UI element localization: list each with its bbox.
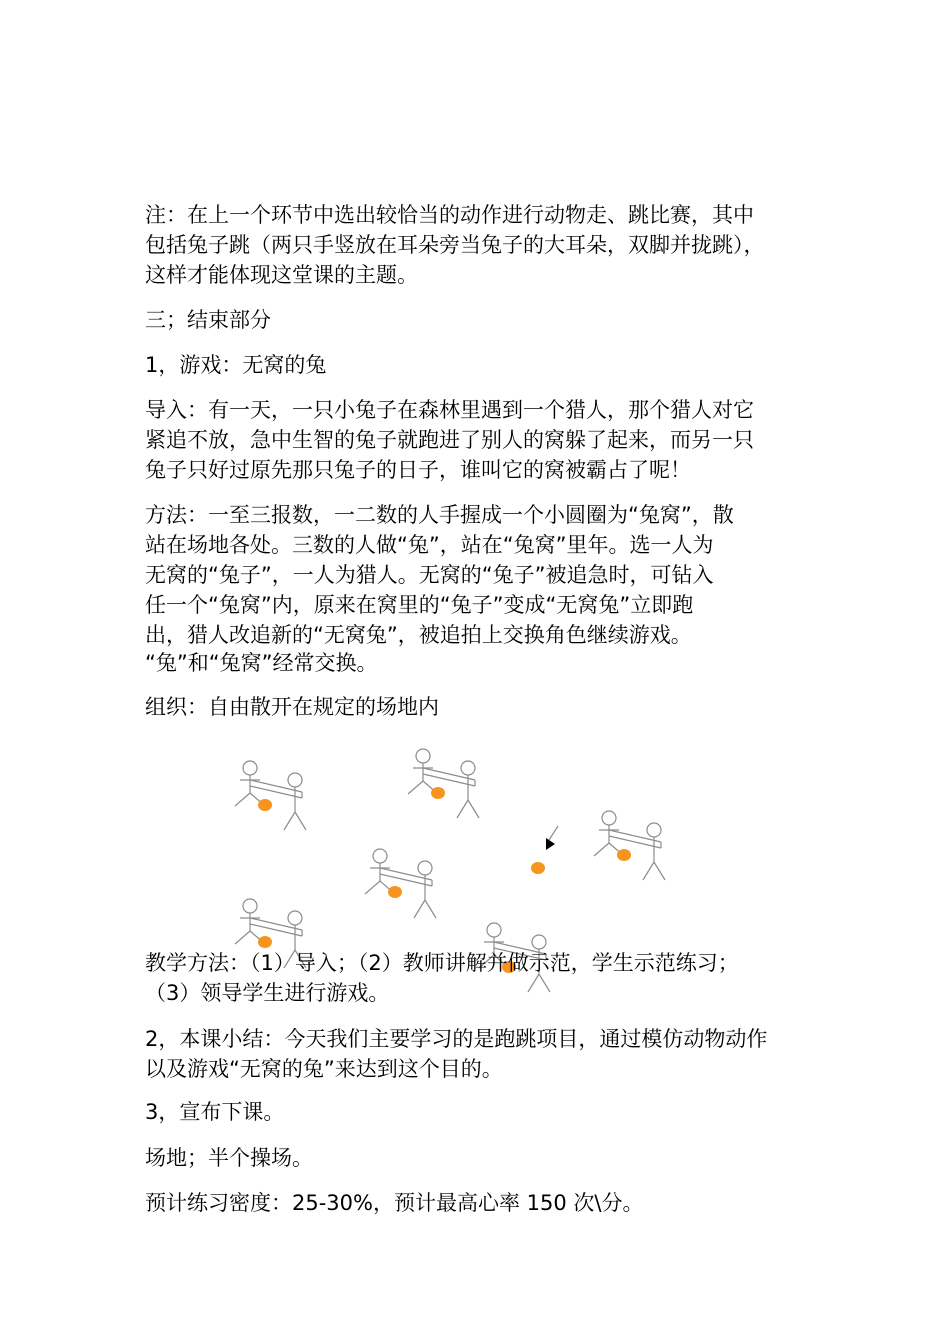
teaching-method-line-1: 教学方法：（1）导入；（2）教师讲解并做示范，学生示范练习； (145, 951, 739, 975)
rabbit-marker (388, 886, 402, 898)
venue-line: 场地；半个操场。 (145, 1146, 313, 1170)
rabbit-nest-group-2 (408, 749, 479, 818)
note-line-2: 包括兔子跳（两只手竖放在耳朵旁当兔子的大耳朵，双脚并拢跳）， (145, 233, 765, 257)
chase-arrow-shaft (549, 826, 558, 840)
section-heading-end: 三；结束部分 (145, 308, 271, 332)
summary-line-1: 2，本课小结：今天我们主要学习的是跑跳项目，通过模仿动物动作 (145, 1027, 768, 1051)
game-title: 1，游戏：无窝的兔 (145, 353, 327, 377)
organization-line: 组织：自由散开在规定的场地内 (145, 695, 439, 719)
intro-line-3: 兔子只好过原先那只兔子的日子，谁叫它的窝被霸占了呢！ (145, 458, 691, 482)
method-line-4: 任一个“兔窝”内，原来在窝里的“兔子”变成“无窝兔”立即跑 (145, 593, 694, 617)
dismiss-line: 3，宣布下课。 (145, 1100, 285, 1124)
chase-arrow-head (546, 838, 555, 850)
teaching-method-line-2: （3）领导学生进行游戏。 (145, 981, 390, 1005)
rabbit-marker (258, 936, 272, 948)
method-line-1: 方法：一至三报数，一二数的人手握成一个小圆圈为“兔窝”，散 (145, 503, 734, 527)
note-line-1: 注：在上一个环节中选出较恰当的动作进行动物走、跳比赛，其中 (145, 203, 754, 227)
method-line-6: “兔”和“兔窝”经常交换。 (145, 651, 378, 675)
rabbit-nest-group-1 (235, 761, 306, 830)
summary-line-2: 以及游戏“无窝的兔”来达到这个目的。 (145, 1057, 503, 1081)
method-line-5: 出，猎人改追新的“无窝兔”，被追拍上交换角色继续游戏。 (145, 623, 692, 647)
rabbit-nest-group-3 (594, 811, 665, 880)
method-line-2: 站在场地各处。三数的人做“兔”，站在“兔窝”里年。选一人为 (145, 533, 714, 557)
note-line-3: 这样才能体现这堂课的主题。 (145, 263, 418, 287)
rabbit-marker (431, 787, 445, 799)
homeless-rabbit-chase (531, 826, 558, 874)
rabbit-marker (258, 799, 272, 811)
intro-line-1: 导入：有一天，一只小兔子在森林里遇到一个猎人，那个猎人对它 (145, 398, 754, 422)
rabbit-marker (617, 849, 631, 861)
method-line-3: 无窝的“兔子”，一人为猎人。无窝的“兔子”被追急时，可钻入 (145, 563, 714, 587)
density-line: 预计练习密度：25-30%，预计最高心率 150 次\分。 (145, 1191, 644, 1215)
homeless-rabbit-marker (531, 862, 545, 874)
rabbit-nest-group-4 (365, 849, 436, 918)
intro-line-2: 紧追不放，急中生智的兔子就跑进了别人的窝躲了起来，而另一只 (145, 428, 754, 452)
